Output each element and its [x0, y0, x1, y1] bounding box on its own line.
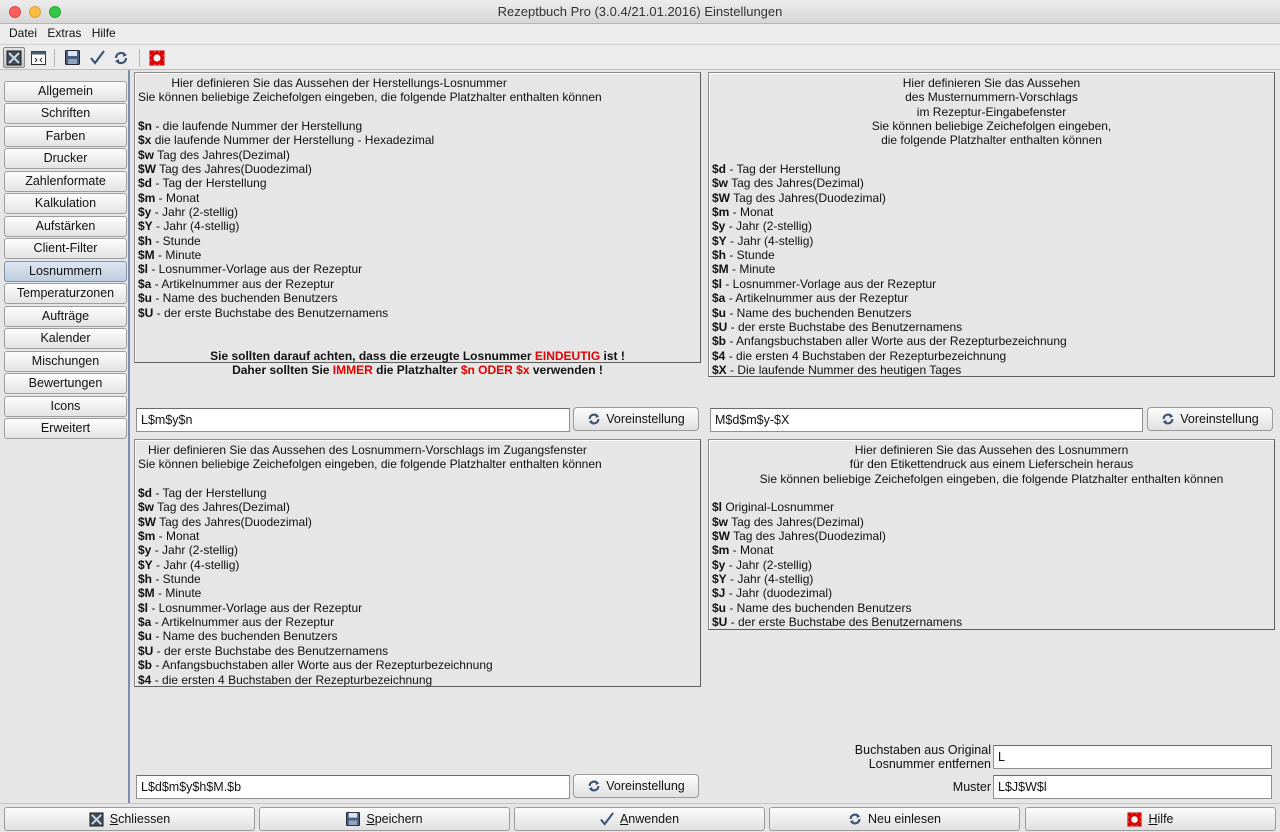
herstellung-placeholder-line: $l - Losnummer-Vorlage aus der Rezeptur	[138, 262, 363, 277]
muster-placeholder-line: $Y - Jahr (4-stellig)	[712, 233, 814, 248]
herstellung-placeholder-line: $n - die laufende Nummer der Herstellung	[138, 119, 363, 134]
zugang-placeholder-line: $M - Minute	[138, 586, 202, 601]
herstellung-placeholder-line: $U - der erste Buchstabe des Benutzernamens	[138, 305, 389, 320]
zugang-placeholder-line: $w Tag des Jahres(Dezimal)	[138, 500, 290, 515]
refresh-icon	[587, 412, 601, 426]
zugang-placeholder-line: $d - Tag der Herstellung	[138, 486, 267, 501]
apply-button[interactable]	[514, 807, 765, 831]
muster-placeholder-line: $y - Jahr (2-stellig)	[712, 219, 813, 234]
sidebar-item-farben[interactable]: Farben	[4, 126, 127, 147]
reload-button[interactable]	[769, 807, 1020, 831]
zugang-placeholder-line: $Y - Jahr (4-stellig)	[138, 557, 240, 572]
muster-pattern-input[interactable]: M$d$m$y-$X	[710, 408, 1143, 432]
sidebar-item-kalender[interactable]: Kalender	[4, 328, 127, 349]
sidebar-item-auftraege[interactable]: Aufträge	[4, 306, 127, 327]
settings-sidebar	[0, 70, 130, 803]
muster-placeholder-line: $m - Monat	[712, 205, 774, 220]
muster-placeholder-line: $b - Anfangsbuchstaben aller Worte aus der Rezepturbezeichnung	[712, 334, 1067, 349]
sidebar-item-losnummern[interactable]: Losnummern	[4, 261, 127, 282]
muster-intro-2: des Musternummern-Vorschlags	[905, 90, 1078, 105]
refresh-icon	[587, 779, 601, 793]
toolbar	[0, 44, 1280, 70]
muster-placeholder-line: $u - Name des buchenden Benutzers	[712, 305, 912, 320]
refresh-icon	[1161, 412, 1175, 426]
muster-placeholder-line: $h - Stunde	[712, 248, 775, 263]
muster-info-panel	[708, 72, 1275, 377]
save-icon	[346, 812, 360, 826]
muster-placeholder-line: $d - Tag der Herstellung	[712, 162, 841, 177]
title-bar	[0, 0, 1280, 24]
herstellung-pattern-input[interactable]: L$m$y$n	[136, 408, 570, 432]
muster-placeholder-line: $l - Losnummer-Vorlage aus der Rezeptur	[712, 276, 937, 291]
refresh-icon[interactable]	[110, 47, 132, 68]
sidebar-item-allgemein[interactable]: Allgemein	[4, 81, 127, 102]
muster-placeholder-line: $W Tag des Jahres(Duodezimal)	[712, 190, 886, 205]
herstellung-placeholder-line: $u - Name des buchenden Benutzers	[138, 291, 338, 306]
zugang-placeholder-line: $W Tag des Jahres(Duodezimal)	[138, 514, 312, 529]
window-icon[interactable]	[27, 47, 49, 68]
help-lifebuoy-icon	[1127, 812, 1142, 827]
menu-extras[interactable]: Extras	[47, 26, 82, 40]
muster-intro-4: Sie können beliebige Zeichefolgen eingeben,	[871, 119, 1112, 134]
zugang-pattern-input[interactable]: L$d$m$y$h$M.$b	[136, 775, 570, 799]
save-button[interactable]	[259, 807, 510, 831]
etikett-placeholder-line: $W Tag des Jahres(Duodezimal)	[712, 529, 886, 544]
menu-hilfe[interactable]: Hilfe	[91, 26, 116, 40]
close-button[interactable]	[4, 807, 255, 831]
checkmark-icon	[600, 812, 614, 826]
reload-button-label: Neu einlesen	[868, 812, 941, 826]
zugang-info-panel	[134, 439, 701, 687]
losnummern-settings	[131, 70, 1280, 803]
etikett-placeholder-line: $l Original-Losnummer	[712, 500, 835, 515]
close-button-label: Schliessen	[109, 812, 171, 826]
apply-button-label: Anwenden	[619, 812, 680, 826]
refresh-icon	[848, 812, 862, 826]
sidebar-item-zahlenformate[interactable]: Zahlenformate	[4, 171, 127, 192]
etikett-intro-2: für den Etikettendruck aus einem Lieferschein heraus	[849, 457, 1134, 472]
herstellung-placeholder-line: $M - Minute	[138, 248, 202, 263]
zugang-intro-1: Hier definieren Sie das Aussehen des Losnummern-Vorschlags im Zugangsfenster	[138, 443, 587, 457]
bottom-button-bar	[0, 803, 1280, 832]
muster-placeholder-line: $a - Artikelnummer aus der Rezeptur	[712, 291, 909, 306]
strip-letters-label: Buchstaben aus Original Losnummer entfernen	[854, 743, 991, 771]
close-settings-icon[interactable]	[3, 47, 25, 68]
zugang-placeholder-line: $m - Monat	[138, 529, 200, 544]
muster-default-label: Voreinstellung	[1180, 412, 1259, 426]
etikett-placeholder-line: $U - der erste Buchstabe des Benutzernamens	[712, 615, 963, 630]
help-lifebuoy-icon[interactable]	[146, 47, 168, 68]
herstellung-intro-1: Hier definieren Sie das Aussehen der Herstellungs-Losnummer	[138, 76, 507, 90]
muster-placeholder-line: $M - Minute	[712, 262, 776, 277]
menu-datei[interactable]: Datei	[9, 26, 38, 40]
etikett-info-panel	[708, 439, 1275, 630]
menu-bar	[0, 24, 1280, 44]
herstellung-warning-1: Sie sollten darauf achten, dass die erzeugte Losnummer EINDEUTIG ist !	[210, 348, 625, 363]
zugang-placeholder-line: $4 - die ersten 4 Buchstaben der Rezepturbezeichnung	[138, 672, 433, 687]
sidebar-item-drucker[interactable]: Drucker	[4, 148, 127, 169]
muster-placeholder-line: $w Tag des Jahres(Dezimal)	[712, 176, 864, 191]
sidebar-item-aufstaerken[interactable]: Aufstärken	[4, 216, 127, 237]
herstellung-warning-2: Daher sollten Sie IMMER die Platzhalter $n ODER $x verwenden !	[232, 362, 603, 377]
save-icon[interactable]	[61, 47, 83, 68]
sidebar-item-mischungen[interactable]: Mischungen	[4, 351, 127, 372]
muster-placeholder-line: $X - Die laufende Nummer des heutigen Tages	[712, 362, 962, 377]
herstellung-placeholder-line: $W Tag des Jahres(Duodezimal)	[138, 162, 312, 177]
help-button[interactable]	[1025, 807, 1276, 831]
zugang-placeholder-line: $a - Artikelnummer aus der Rezeptur	[138, 615, 335, 630]
etikett-placeholder-line: $J - Jahr (duodezimal)	[712, 586, 833, 601]
etikett-muster-input[interactable]: L$J$W$l	[993, 775, 1272, 799]
sidebar-item-client-filter[interactable]: Client-Filter	[4, 238, 127, 259]
minimize-window-icon[interactable]	[29, 6, 41, 18]
zugang-default-button[interactable]	[573, 774, 699, 798]
herstellung-info-panel	[134, 72, 701, 377]
sidebar-item-icons[interactable]: Icons	[4, 396, 127, 417]
muster-placeholder-line: $U - der erste Buchstabe des Benutzernamens	[712, 319, 963, 334]
etikett-intro-1: Hier definieren Sie das Aussehen des Losnummern	[854, 443, 1129, 457]
close-window-icon[interactable]	[9, 6, 21, 18]
etikett-placeholder-line: $w Tag des Jahres(Dezimal)	[712, 514, 864, 529]
etikett-intro-3: Sie können beliebige Zeichefolgen eingeben, die folgende Platzhalter enthalten können	[759, 471, 1224, 486]
sidebar-item-erweitert[interactable]: Erweitert	[4, 418, 127, 439]
zugang-placeholder-line: $l - Losnummer-Vorlage aus der Rezeptur	[138, 600, 363, 615]
herstellung-placeholder-line: $Y - Jahr (4-stellig)	[138, 219, 240, 234]
zugang-placeholder-line: $y - Jahr (2-stellig)	[138, 543, 239, 558]
strip-letters-input[interactable]: L	[993, 745, 1272, 769]
muster-default-button[interactable]	[1147, 407, 1273, 431]
maximize-window-icon[interactable]	[49, 6, 61, 18]
herstellung-placeholder-line: $y - Jahr (2-stellig)	[138, 205, 239, 220]
zugang-default-label: Voreinstellung	[606, 779, 685, 793]
etikett-placeholder-line: $m - Monat	[712, 543, 774, 558]
zugang-placeholder-line: $U - der erste Buchstabe des Benutzernamens	[138, 643, 389, 658]
herstellung-placeholder-line: $d - Tag der Herstellung	[138, 176, 267, 191]
herstellung-default-button[interactable]	[573, 407, 699, 431]
herstellung-intro-2: Sie können beliebige Zeichefolgen eingeben, die folgende Platzhalter enthalten können	[138, 90, 602, 105]
zugang-placeholder-line: $u - Name des buchenden Benutzers	[138, 629, 338, 644]
zugang-placeholder-line: $h - Stunde	[138, 572, 201, 587]
herstellung-placeholder-line: $x die laufende Nummer der Herstellung - Hexadezimal	[138, 133, 435, 148]
save-button-label: Speichern	[366, 812, 423, 826]
muster-label: Muster	[952, 780, 991, 794]
window-title: Rezeptbuch Pro (3.0.4/21.01.2016) Einstellungen	[497, 4, 783, 19]
sidebar-item-temperaturzonen[interactable]: Temperaturzonen	[4, 283, 127, 304]
etikett-placeholder-line: $y - Jahr (2-stellig)	[712, 557, 813, 572]
muster-intro-1: Hier definieren Sie das Aussehen	[902, 76, 1081, 90]
sidebar-item-kalkulation[interactable]: Kalkulation	[4, 193, 127, 214]
help-button-label: Hilfe	[1148, 812, 1174, 826]
checkmark-icon[interactable]	[86, 47, 108, 68]
herstellung-placeholder-line: $m - Monat	[138, 190, 200, 205]
muster-intro-5: die folgende Platzhalter enthalten können	[881, 133, 1102, 148]
muster-intro-3: im Rezeptur-Eingabefenster	[916, 104, 1067, 119]
herstellung-placeholder-line: $a - Artikelnummer aus der Rezeptur	[138, 276, 335, 291]
herstellung-placeholder-line: $h - Stunde	[138, 233, 201, 248]
herstellung-placeholder-line: $w Tag des Jahres(Dezimal)	[138, 147, 290, 162]
sidebar-item-bewertungen[interactable]: Bewertungen	[4, 373, 127, 394]
etikett-placeholder-line: $u - Name des buchenden Benutzers	[712, 600, 912, 615]
close-icon	[89, 812, 104, 827]
zugang-intro-2: Sie können beliebige Zeichefolgen eingeben, die folgende Platzhalter enthalten können	[138, 457, 602, 472]
muster-placeholder-line: $4 - die ersten 4 Buchstaben der Rezepturbezeichnung	[712, 348, 1007, 363]
zugang-placeholder-line: $b - Anfangsbuchstaben aller Worte aus der Rezepturbezeichnung	[138, 658, 493, 673]
herstellung-default-label: Voreinstellung	[606, 412, 685, 426]
sidebar-item-schriften[interactable]: Schriften	[4, 103, 127, 124]
etikett-placeholder-line: $Y - Jahr (4-stellig)	[712, 572, 814, 587]
